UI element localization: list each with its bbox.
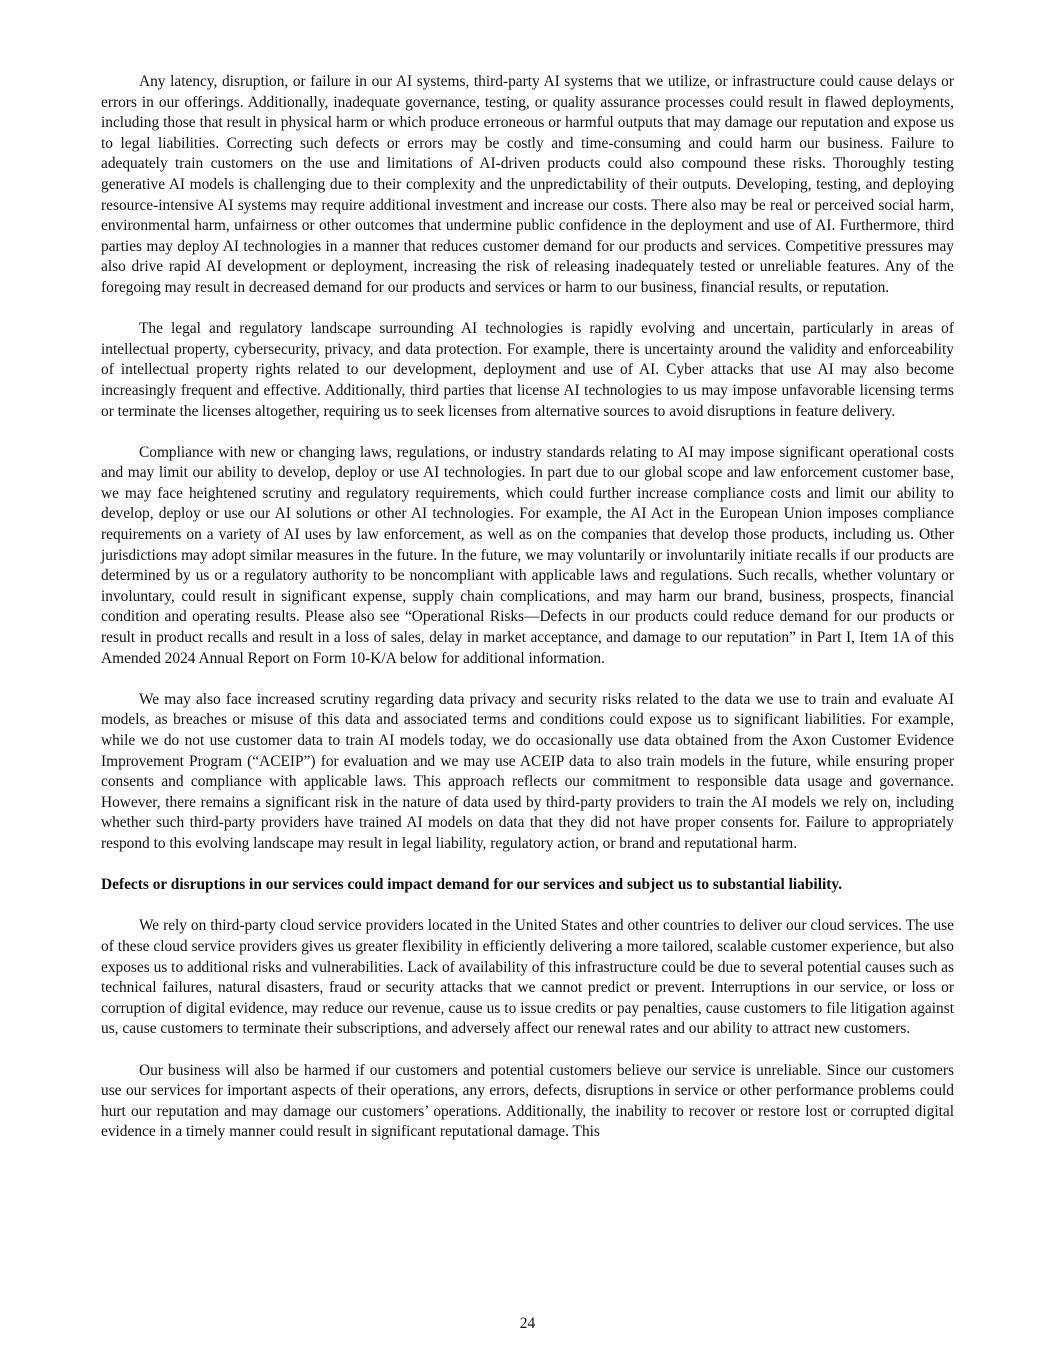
document-body xyxy=(101,72,954,1163)
section-heading: Defects or disruptions in our services could impact demand for our services and subject us to substantial liability. xyxy=(101,876,843,894)
paragraph-legal-regulatory-landscape: The legal and regulatory landscape surrounding AI technologies is rapidly evolving and uncertain, particularly in areas of intellectual property, cybersecurity, privacy, and data protection. For example, there is uncertainty around the validity and enforceability of intellectual property rights related to our development, deployment and use of AI. Cyber attacks that use AI may also become increasingly frequent and effective. Additionally, third parties that license AI technologies to us may impose unfavorable licensing terms or terminate the licenses altogether, requiring us to seek licenses from alternative sources to avoid disruptions in feature delivery. xyxy=(101,320,954,420)
paragraph-ai-system-risks: Any latency, disruption, or failure in our AI systems, third-party AI systems that we utilize, or infrastructure could cause delays or errors in our offerings. Additionally, inadequate governance, testing, or quality assurance processes could result in flawed deployments, including those that result in physical harm or which produce erroneous or harmful outputs that may damage our reputation and expose us to legal liabilities. Correcting such defects or errors may be costly and time-consuming and could harm our business. Failure to adequately train customers on the use and limitations of AI-driven products could also compound these risks. Thoroughly testing generative AI models is challenging due to their complexity and the unpredictability of their outputs. Developing, testing, and deploying resource-intensive AI systems may require additional investment and increase our costs. There also may be real or perceived social harm, environmental harm, unfairness or other outcomes that undermine public confidence in the deployment and use of AI. Furthermore, third parties may deploy AI technologies in a manner that reduces customer demand for our products and services. Competitive pressures may also drive rapid AI development or deployment, increasing the risk of releasing inadequately tested or unreliable features. Any of the foregoing may result in decreased demand for our products and services or harm to our business, financial results, or reputation. xyxy=(101,73,954,296)
paragraph-cloud-service-providers: We rely on third-party cloud service providers located in the United States and other countries to deliver our cloud services. The use of these cloud service providers gives us greater flexibility in efficiently delivering a more tailored, scalable customer experience, but also exposes us to additional risks and vulnerabilities. Lack of availability of this infrastructure could be due to several potential causes such as technical failures, natural disasters, fraud or security attacks that we cannot predict or prevent. Interruptions in our service, or loss or corruption of digital evidence, may reduce our revenue, cause us to issue credits or pay penalties, cause customers to file litigation against us, cause customers to terminate their subscriptions, and adversely affect our renewal rates and our ability to attract new customers. xyxy=(101,917,954,1038)
paragraph-ai-compliance: Compliance with new or changing laws, regulations, or industry standards relating to AI may impose significant operational costs and may limit our ability to develop, deploy or use AI technologies. In part due to our global scope and law enforcement customer base, we may face heightened scrutiny and regulatory requirements, which could further increase compliance costs and limit our ability to develop, deploy or use our AI solutions or other AI technologies. For example, the AI Act in the European Union imposes compliance requirements on a variety of AI uses by law enforcement, as well as on the companies that develop those products, including us. Other jurisdictions may adopt similar measures in the future. In the future, we may voluntarily or involuntarily initiate recalls if our products are determined by us or a regulatory authority to be noncompliant with applicable laws and regulations. Such recalls, whether voluntary or involuntary, could result in significant expense, supply chain complications, and may harm our brand, business, prospects, financial condition and operating results. Please also see “Operational Risks—Defects in our products could reduce demand for our products or result in product recalls and result in a loss of sales, delay in market acceptance, and damage to our reputation” in Part I, Item 1A of this Amended 2024 Annual Report on Form 10-K/A below for additional information. xyxy=(101,443,954,667)
paragraph-data-privacy-scrutiny: We may also face increased scrutiny regarding data privacy and security risks related to the data we use to train and evaluate AI models, as breaches or misuse of this data and associated terms and conditions could expose us to significant liabilities. For example, while we do not use customer data to train AI models today, we do occasionally use data obtained from the Axon Customer Evidence Improvement Program (“ACEIP”) for evaluation and we may use ACEIP data to also train models in the future, while ensuring proper consents and compliance with applicable laws. This approach reflects our commitment to responsible data usage and governance. However, there remains a significant risk in the nature of data used by third-party providers to train the AI models we rely on, including whether such third-party providers have trained AI models on data that they did not have proper consents for. Failure to appropriately respond to this evolving landscape may result in legal liability, regulatory action, or brand and reputational harm. xyxy=(101,690,954,852)
paragraph-service-reliability: Our business will also be harmed if our customers and potential customers believe our service is unreliable. Since our customers use our services for important aspects of their operations, any errors, defects, disruptions in service or other performance problems could hurt our reputation and may damage our customers’ operations. Additionally, the inability to recover or restore lost or corrupted digital evidence in a timely manner could result in significant reputational damage. This xyxy=(101,1061,954,1141)
page-number: 24 xyxy=(519,1315,536,1332)
